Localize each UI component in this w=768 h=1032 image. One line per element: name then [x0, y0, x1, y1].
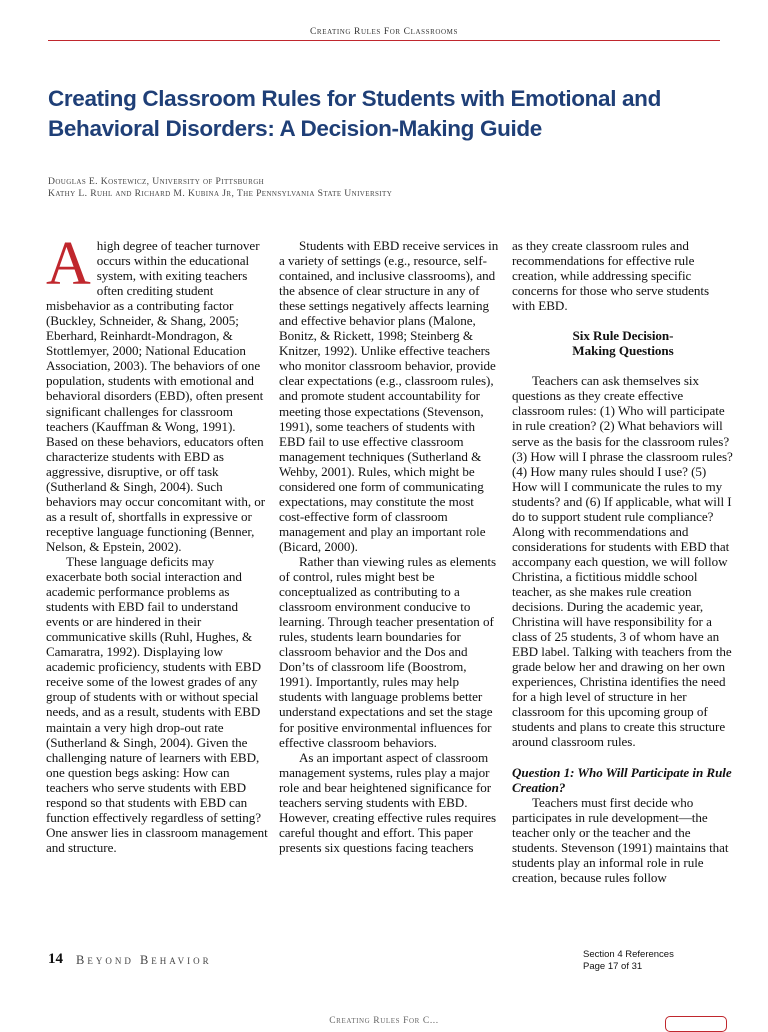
- running-head: Creating Rules For Classrooms: [310, 27, 458, 37]
- column-1: [46, 230, 268, 855]
- author-block: [48, 176, 392, 200]
- section-reference-line-1: Section 4 References: [583, 949, 674, 960]
- question-1-heading: Question 1: Who Will Participate in Rule Creation?: [512, 764, 732, 795]
- header-rule: [48, 40, 720, 41]
- column-3: [512, 238, 734, 885]
- paragraph-5: As an important aspect of classroom management systems, rules play a major role and bear heightened significance for teachers serving students with EBD. However, creating effective rules requires careful thought and effort. This paper presents six questions facing teachers: [279, 749, 497, 855]
- next-page-tab: [665, 1016, 727, 1032]
- page-number: 14: [48, 951, 63, 967]
- section-reference-line-2: Page 17 of 31: [583, 961, 643, 972]
- paragraph-1-text: high degree of teacher turnover occurs within the educational system, with exiting teachers often crediting student misbehavior as a contributing factor (Buckley, Schneider, & Shang, 2005; Eberhard, Reinhardt-Mondragon, & Stottlemyer, 2000; National Education Association, 2003). The behaviors of one population, students with emotional and behavioral disorders (EBD), often present significant challenges for classroom teachers (Kauffman & Wong, 1991). Based on these behaviors, educators often characterize students with EBD as aggressive, disruptive, or off task (Sutherland & Singh, 2004). Such behaviors may occur concomitant with, or as a result of, shortfalls in expressive or receptive language functioning (Benner, Nelson, & Epstein, 2002).: [46, 238, 266, 554]
- next-page-running-head: Creating Rules For C...: [329, 1016, 439, 1026]
- paragraph-2: These language deficits may exacerbate both social interaction and academic performance problems as students with EBD fail to understand events or are hindered in their communicative skills (Ruhl, Hughes, & Camaratra, 1992). Displaying low academic proficiency, students with EBD receive some of the lowest grades of any group of students with or without special needs, and as a result, students with EBD maintain a very high drop-out rate (Sutherland & Singh, 2004). Given the challenging nature of learners with EBD, one question begs asking: How can teachers who serve students with EBD respond so that students with EBD can function effectively regardless of setting? One answer lies in classroom management and structure.: [46, 553, 268, 855]
- drop-cap: A: [46, 230, 91, 298]
- author-line-1: Douglas E. Kostewicz, University of Pittsburgh: [48, 176, 265, 187]
- section-reference: [583, 949, 674, 973]
- paragraph-8: Teachers must first decide who participates in rule development—the teacher only or the teacher and the students. Stevenson (1991) maintains that students play an informal role in rule creation, because rules follow: [512, 794, 729, 885]
- author-line-2: Kathy L. Ruhl and Richard M. Kubina Jr, The Pennsylvania State University: [48, 188, 393, 199]
- paragraph-6: as they create classroom rules and recommendations for effective rule creation, while addressing specific concerns for those who serve students with EBD.: [512, 238, 710, 314]
- paragraph-4: Rather than viewing rules as elements of control, rules might best be conceptualized as contributing to a classroom environment conducive to learning. Through teacher presentation of rules, students learn boundaries for classroom behavior and the Dos and Don’ts of classroom life (Boostrom, 1991). Importantly, rules may help students with language problems better understand expectations and set the stage for positive environmental influences for effective classroom behaviors.: [279, 553, 497, 750]
- paragraph-7: Teachers can ask themselves six questions as they create effective classroom rules: (1) Who will participate in rule creation? (2) What behaviors will serve as the basis for the classroom rules? (3) How will I phrase the classroom rules? (4) How many rules should I use? (5) How will I communicate the rules to my students? and (6) If applicable, what will I do to support student rule compliance? Along with recommendations and considerations for students with EBD that accompany each question, we will follow Christina, a fictitious middle school teacher, as she makes rule creation decisions. During the academic year, Christina will have responsibility for a class of 25 students, 3 of whom have an EBD label. Talking with teachers from the grade below her and drawing on her own experiences, Christina identifies the need for a high level of structure in her classroom for this upcoming group of students and plans to create this structure around classroom rules.: [512, 373, 733, 750]
- journal-name: Beyond Behavior: [76, 953, 212, 967]
- section-heading: Six Rule Decision-Making Questions: [572, 328, 674, 359]
- paragraph-3: Students with EBD receive services in a variety of settings (e.g., resource, self-contained, and inclusive classrooms), and the absence of clear structure in any of these settings negatively affects learning and effective behavior plans (Malone, Bonitz, & Rickett, 1998; Steinberg & Knitzer, 1992). Unlike effective teachers who monitor classroom behavior, provide clear expectations (e.g., classroom rules), and promote student accountability for meeting those expectations (Stevenson, 1991), some teachers of students with EBD fail to use effective classroom management techniques (Sutherland & Wehby, 2001). Rules, which might be considered one form of communicating expectations, may constitute the most cost-effective form of classroom management and play an important role (Bicard, 2000).: [279, 238, 499, 554]
- article-title: Creating Classroom Rules for Students with Emotional and Behavioral Disorders: A Decision-Making Guide: [48, 86, 661, 141]
- column-2: [279, 238, 501, 855]
- paragraph-1: [46, 230, 268, 554]
